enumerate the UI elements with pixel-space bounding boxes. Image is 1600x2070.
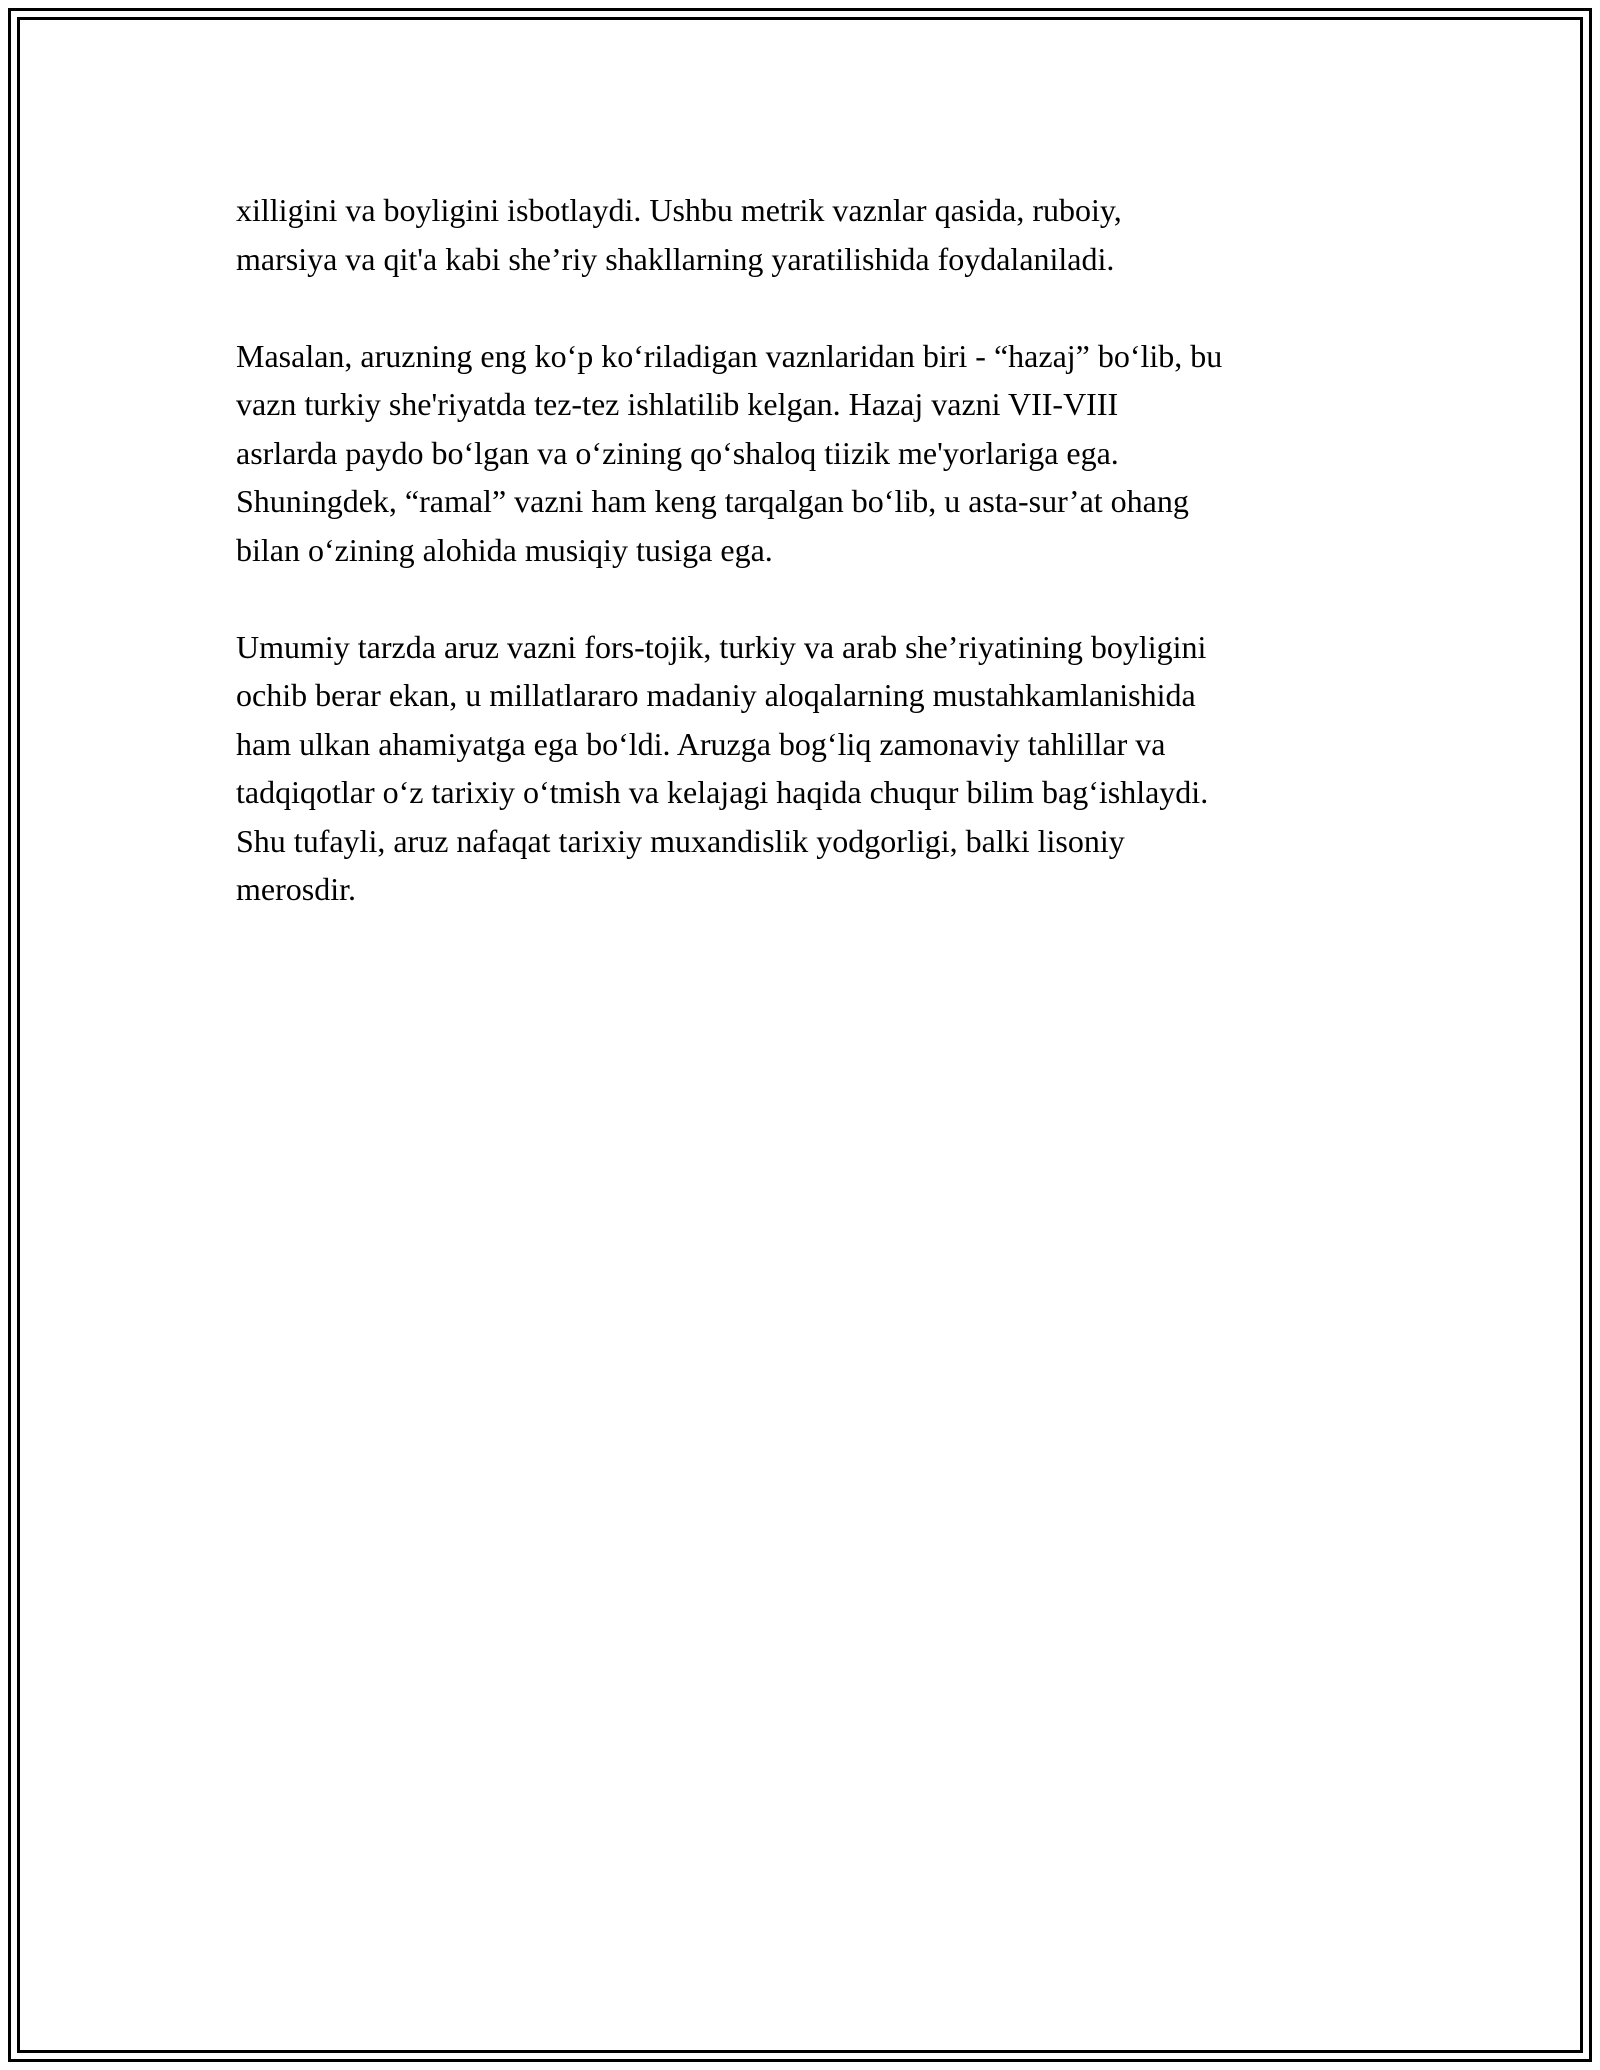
paragraph-line: vazn turkiy she'riyatda tez-tez ishlatilib kelgan. Hazaj vazni VII-VIII <box>236 386 1119 422</box>
paragraph-3 <box>236 623 1376 914</box>
paragraph-line: asrlarda paydo bo‘lgan va o‘zining qo‘shaloq tiizik me'yorlariga ega. <box>236 434 1119 471</box>
paragraph-2 <box>236 332 1376 575</box>
paragraph-line: Shu tufayli, aruz nafaqat tarixiy muxandislik yodgorligi, balki lisoniy <box>236 822 1125 859</box>
paragraph-1 <box>236 186 1376 283</box>
paragraph-line: marsiya va qit'a kabi she’riy shakllarning yaratilishida foydalaniladi. <box>236 240 1115 277</box>
paragraph-line: merosdir. <box>236 871 356 907</box>
paragraph-line: bilan o‘zining alohida musiqiy tusiga ega. <box>236 531 773 568</box>
paragraph-line: tadqiqotlar o‘z tarixiy o‘tmish va kelajagi haqida chuqur bilim bag‘ishlaydi. <box>236 774 1209 810</box>
paragraph-line: Masalan, aruzning eng ko‘p ko‘riladigan vaznlaridan biri - “hazaj” bo‘lib, bu <box>236 337 1223 374</box>
paragraph-line: Shuningdek, “ramal” vazni ham keng tarqalgan bo‘lib, u asta-sur’at ohang <box>236 483 1189 519</box>
document-body <box>236 186 1376 962</box>
paragraph-line: Umumiy tarzda aruz vazni fors-tojik, turkiy va arab she’riyatining boyligini <box>236 628 1207 665</box>
paragraph-line: ham ulkan ahamiyatga ega bo‘ldi. Aruzga bog‘liq zamonaviy tahlillar va <box>236 725 1166 762</box>
paragraph-line: ochib berar ekan, u millatlararo madaniy aloqalarning mustahkamlanishida <box>236 677 1196 713</box>
paragraph-line: xilligini va boyligini isbotlaydi. Ushbu metrik vaznlar qasida, ruboiy, <box>236 192 1122 228</box>
